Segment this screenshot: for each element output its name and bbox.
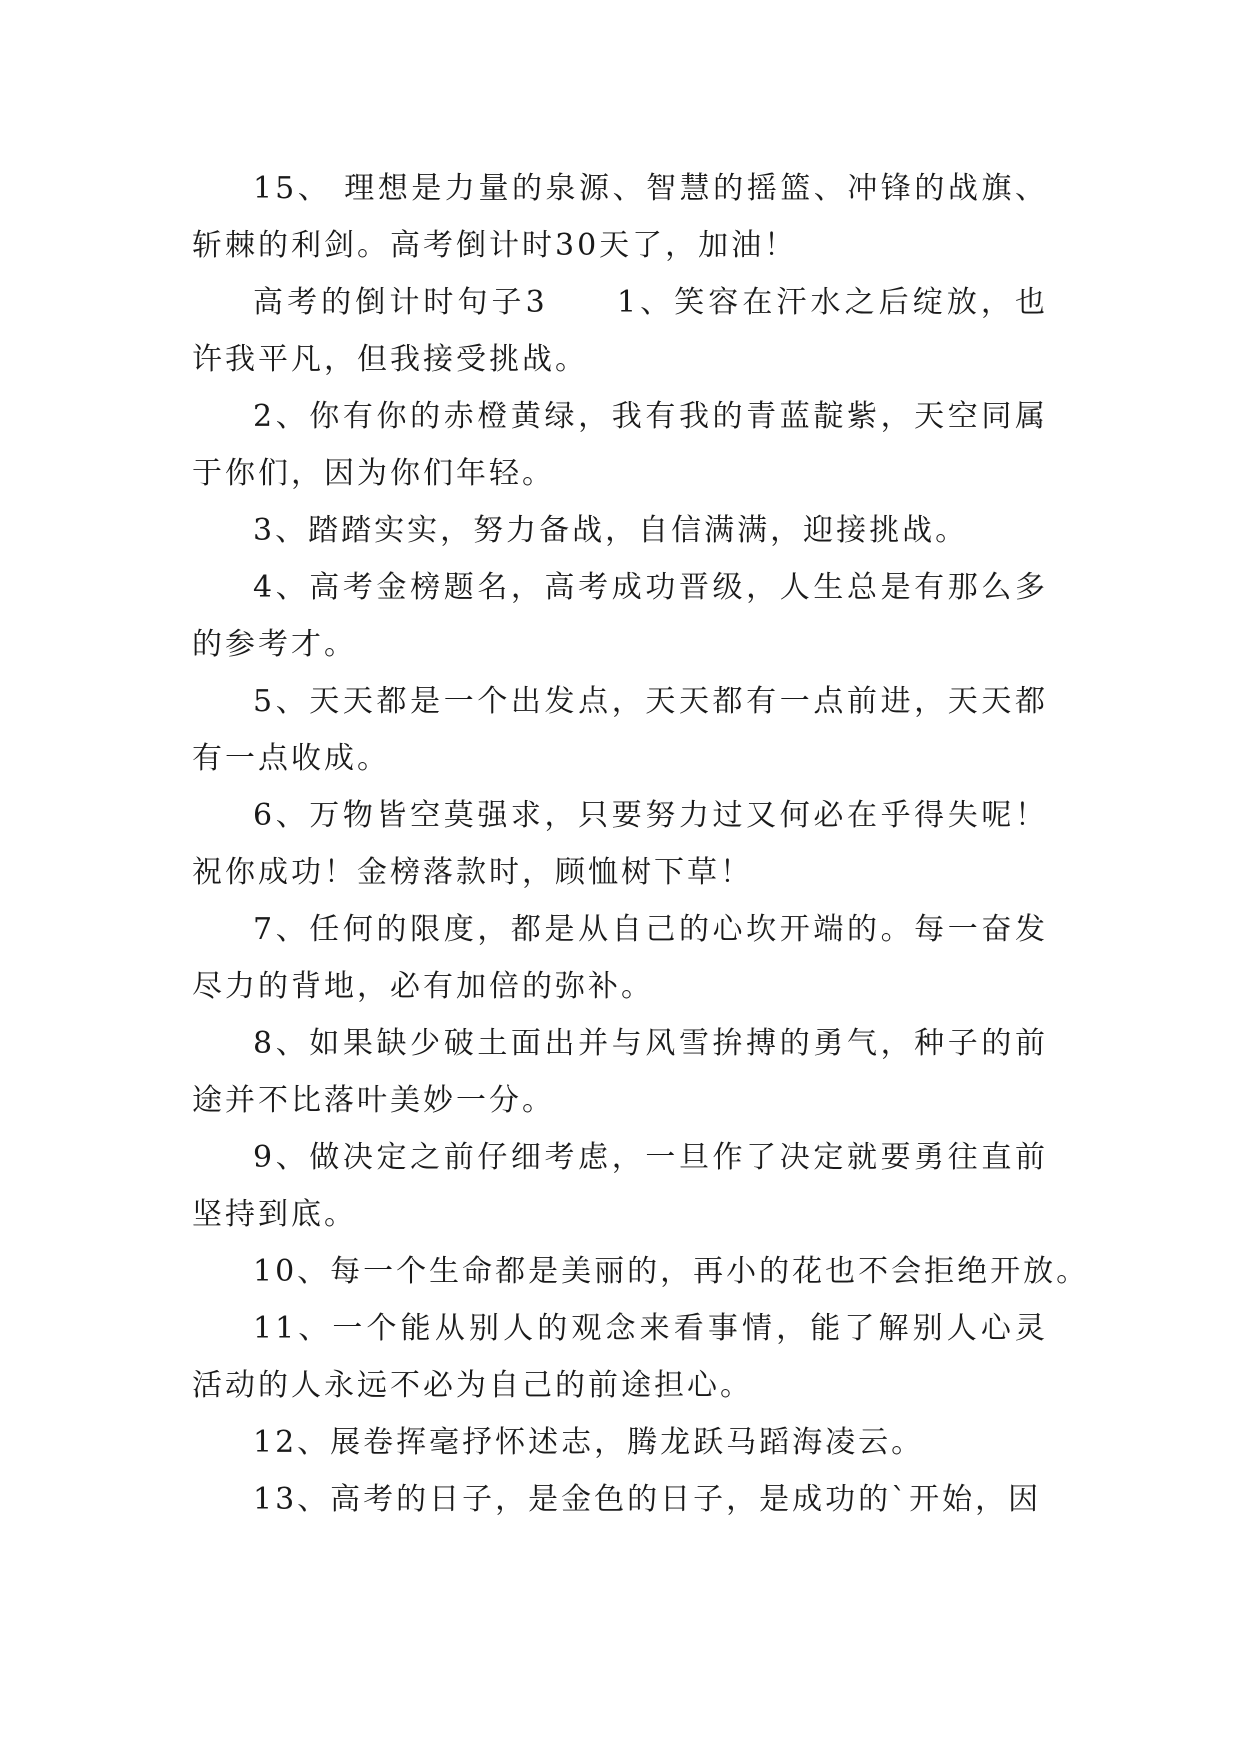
paragraph-2: 2、你有你的赤橙黄绿，我有我的青蓝靛紫，天空同属于你们，因为你们年轻。	[192, 399, 1048, 491]
paragraph-3: 3、踏踏实实，努力备战，自信满满，迎接挑战。	[253, 513, 969, 548]
paragraph-heading-3: 高考的倒计时句子3 1、笑容在汗水之后绽放，也许我平凡，但我接受挑战。	[192, 285, 1048, 377]
paragraph-8: 8、如果缺少破土面出并与风雪拚搏的勇气，种子的前途并不比落叶美妙一分。	[192, 1026, 1048, 1118]
paragraph-7: 7、任何的限度，都是从自己的心坎开端的。每一奋发尽力的背地，必有加倍的弥补。	[192, 912, 1048, 1004]
paragraph-10: 10、每一个生命都是美丽的，再小的花也不会拒绝开放。	[253, 1254, 1090, 1289]
paragraph-5: 5、天天都是一个出发点，天天都有一点前进，天天都有一点收成。	[192, 684, 1048, 776]
paragraph-6: 6、万物皆空莫强求，只要努力过又何必在乎得失呢！祝你成功！金榜落款时，顾恤树下草！	[192, 798, 1048, 890]
paragraph-12: 12、展卷挥毫抒怀述志，腾龙跃马蹈海凌云。	[253, 1425, 925, 1460]
paragraph-13: 13、高考的日子，是金色的日子，是成功的`开始，因	[253, 1482, 1042, 1517]
paragraph-11: 11、一个能从别人的观念来看事情，能了解别人心灵活动的人永远不必为自己的前途担心。	[192, 1311, 1048, 1403]
document-body	[192, 160, 1090, 1528]
paragraph-15: 15、 理想是力量的泉源、智慧的摇篮、冲锋的战旗、斩棘的利剑。高考倒计时30天了，加油！	[192, 171, 1048, 263]
paragraph-9: 9、做决定之前仔细考虑，一旦作了决定就要勇往直前坚持到底。	[192, 1140, 1048, 1232]
paragraph-4: 4、高考金榜题名，高考成功晋级，人生总是有那么多的参考才。	[192, 570, 1048, 662]
